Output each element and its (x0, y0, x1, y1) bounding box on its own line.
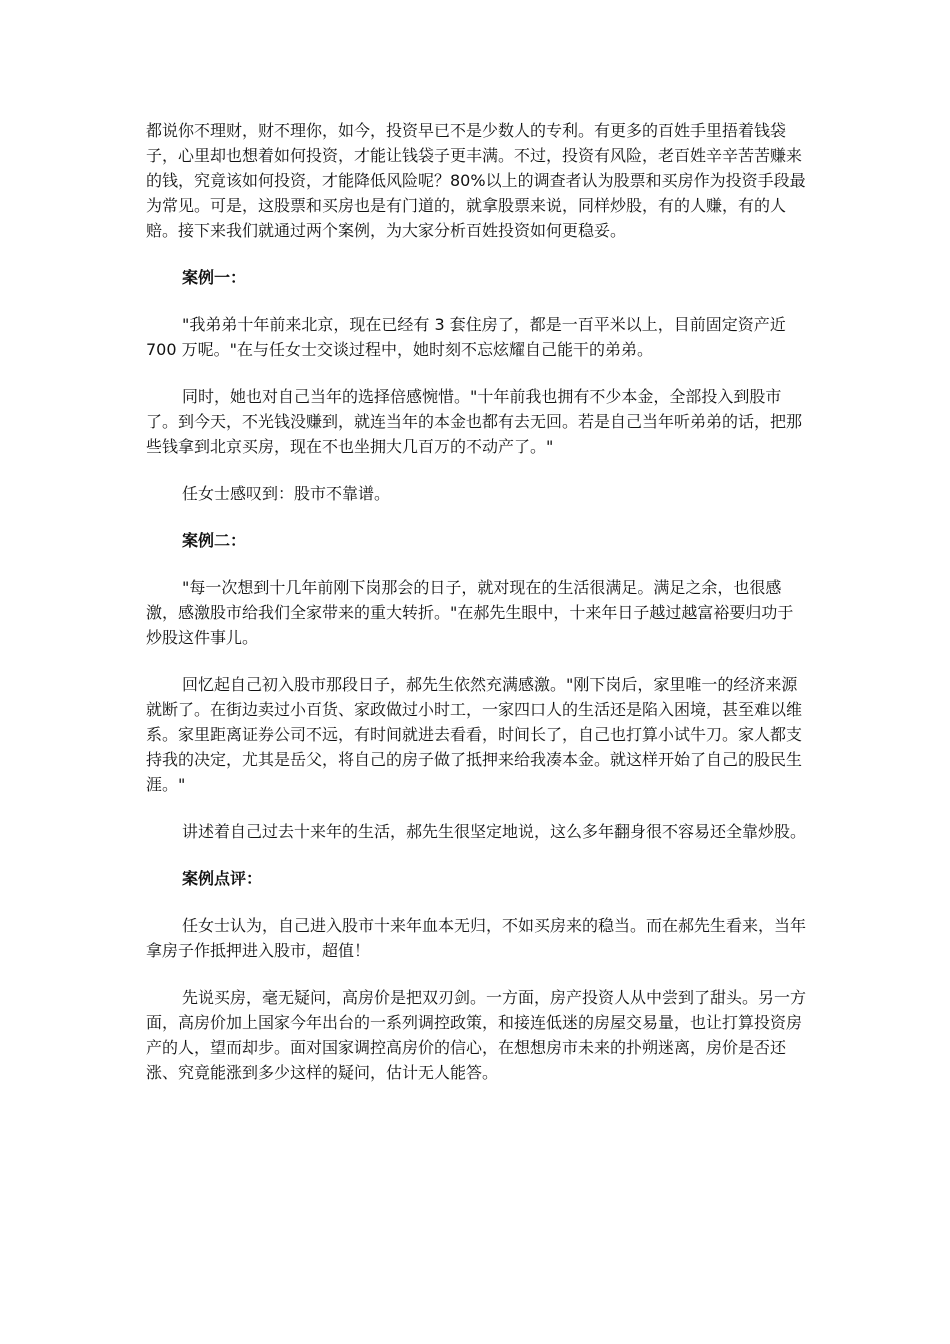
case-two-paragraph: 讲述着自己过去十来年的生活，郝先生很坚定地说，这么多年翻身很不容易还全靠炒股。 (182, 822, 807, 841)
case-one-paragraph: 任女士感叹到：股市不靠谱。 (182, 484, 391, 503)
case-review-heading: 案例点评： (182, 869, 263, 888)
case-one-heading: 案例一： (182, 268, 247, 287)
case-review-paragraph: 任女士认为，自己进入股市十来年血本无归，不如买房来的稳当。而在郝先生看来，当年拿房子作抵押进入股市，超值！ (146, 916, 807, 960)
case-two-paragraph: 回忆起自己初入股市那段日子，郝先生依然充满感激。"刚下岗后，家里唯一的经济来源就断了。在街边卖过小百货、家政做过小时工，一家四口人的生活还是陷入困境，甚至难以维系。家里距离证券公司不远，有时间就进去看看，时间长了，自己也打算小试牛刀。家人都支持我的决定，尤其是岳父，将自己的房子做了抵押来给我凑本金。就这样开始了自己的股民生涯。" (146, 675, 803, 794)
document-page (146, 118, 808, 1107)
case-one-paragraph: "我弟弟十年前来北京，现在已经有 3 套住房了，都是一百平米以上，目前固定资产近 700 万呢。"在与任女士交谈过程中，她时刻不忘炫耀自己能干的弟弟。 (146, 315, 786, 359)
case-two-heading: 案例二： (182, 531, 247, 550)
case-one-paragraph: 同时，她也对自己当年的选择倍感惋惜。"十年前我也拥有不少本金，全部投入到股市了。到今天，不光钱没赚到，就连当年的本金也都有去无回。若是自己当年听弟弟的话，把那些钱拿到北京买房，现在不也坐拥大几百万的不动产了。" (146, 387, 803, 456)
intro-paragraph: 都说你不理财，财不理你，如今，投资早已不是少数人的专利。有更多的百姓手里捂着钱袋子，心里却也想着如何投资，才能让钱袋子更丰满。不过，投资有风险，老百姓辛辛苦苦赚来的钱，究竟该如何投资，才能降低风险呢？80%以上的调查者认为股票和买房作为投资手段最为常见。可是，这股票和买房也是有门道的，就拿股票来说，同样炒股，有的人赚，有的人赔。接下来我们就通过两个案例，为大家分析百姓投资如何更稳妥。 (146, 121, 806, 240)
case-two-paragraph: "每一次想到十几年前刚下岗那会的日子，就对现在的生活很满足。满足之余，也很感激，感激股市给我们全家带来的重大转折。"在郝先生眼中，十来年日子越过越富裕要归功于炒股这件事儿。 (146, 578, 794, 647)
case-review-paragraph: 先说买房，毫无疑问，高房价是把双刃剑。一方面，房产投资人从中尝到了甜头。另一方面，高房价加上国家今年出台的一系列调控政策，和接连低迷的房屋交易量，也让打算投资房产的人，望而却步。面对国家调控高房价的信心，在想想房市未来的扑朔迷离，房价是否还涨、究竟能涨到多少这样的疑问，估计无人能答。 (146, 988, 807, 1082)
